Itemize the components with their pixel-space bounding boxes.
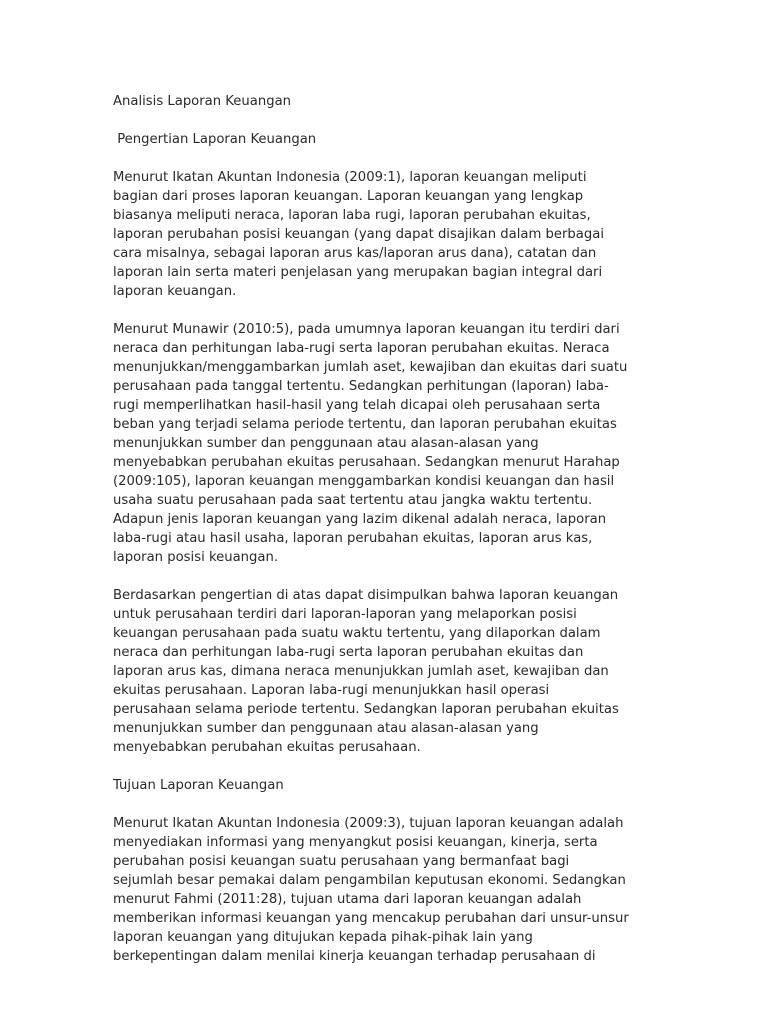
- paragraph-line: perusahaan selama periode tertentu. Sedangkan laporan perubahan ekuitas: [113, 702, 619, 717]
- paragraph-line: laporan keuangan.: [113, 284, 237, 299]
- paragraph-line: sejumlah besar pemakai dalam pengambilan keputusan ekonomi. Sedangkan: [113, 873, 626, 888]
- paragraph-line: Menurut Munawir (2010:5), pada umumnya laporan keuangan itu terdiri dari: [113, 322, 620, 337]
- section-heading-pengertian: Pengertian Laporan Keuangan: [113, 132, 317, 147]
- paragraph-4: [113, 814, 653, 966]
- paragraph-line: menurut Fahmi (2011:28), tujuan utama dari laporan keuangan adalah: [113, 892, 582, 907]
- paragraph-line: menunjukkan/menggambarkan jumlah aset, kewajiban dan ekuitas dari suatu: [113, 360, 628, 375]
- paragraph-line: Berdasarkan pengertian di atas dapat disimpulkan bahwa laporan keuangan: [113, 588, 619, 603]
- document-body: [113, 92, 653, 966]
- paragraph-line: untuk perusahaan terdiri dari laporan-laporan yang melaporkan posisi: [113, 607, 577, 622]
- paragraph-line: laporan posisi keuangan.: [113, 550, 279, 565]
- paragraph-line: laporan lain serta materi penjelasan yang merupakan bagian integral dari: [113, 265, 603, 280]
- section-heading-tujuan: Tujuan Laporan Keuangan: [113, 778, 284, 793]
- paragraph-line: laporan arus kas, dimana neraca menunjukkan jumlah aset, kewajiban dan: [113, 664, 609, 679]
- spacer: [113, 795, 653, 814]
- spacer: [113, 111, 653, 130]
- spacer: [113, 301, 653, 320]
- paragraph-line: menyediakan informasi yang menyangkut posisi keuangan, kinerja, serta: [113, 835, 598, 850]
- paragraph-line: bagian dari proses laporan keuangan. Laporan keuangan yang lengkap: [113, 189, 584, 204]
- paragraph-line: laporan perubahan posisi keuangan (yang dapat disajikan dalam berbagai: [113, 227, 605, 242]
- spacer: [113, 757, 653, 776]
- paragraph-1: [113, 168, 653, 301]
- paragraph-line: memberikan informasi keuangan yang mencakup perubahan dari unsur-unsur: [113, 911, 629, 926]
- spacer: [113, 149, 653, 168]
- paragraph-line: laporan keuangan yang ditujukan kepada pihak-pihak lain yang: [113, 930, 533, 945]
- paragraph-line: Adapun jenis laporan keuangan yang lazim dikenal adalah neraca, laporan: [113, 512, 607, 527]
- paragraph-line: menyebabkan perubahan ekuitas perusahaan. Sedangkan menurut Harahap: [113, 455, 620, 470]
- paragraph-line: neraca dan perhitungan laba-rugi serta laporan perubahan ekuitas. Neraca: [113, 341, 610, 356]
- paragraph-line: ekuitas perusahaan. Laporan laba-rugi menunjukkan hasil operasi: [113, 683, 550, 698]
- paragraph-line: beban yang terjadi selama periode tertentu, dan laporan perubahan ekuitas: [113, 417, 617, 432]
- paragraph-line: Menurut Ikatan Akuntan Indonesia (2009:3), tujuan laporan keuangan adalah: [113, 816, 624, 831]
- paragraph-line: cara misalnya, sebagai laporan arus kas/laporan arus dana), catatan dan: [113, 246, 597, 261]
- document-title: Analisis Laporan Keuangan: [113, 94, 292, 109]
- paragraph-line: menunjukkan sumber dan penggunaan atau alasan-alasan yang: [113, 721, 539, 736]
- paragraph-line: laba-rugi atau hasil usaha, laporan perubahan ekuitas, laporan arus kas,: [113, 531, 593, 546]
- paragraph-line: menyebabkan perubahan ekuitas perusahaan.: [113, 740, 421, 755]
- paragraph-line: (2009:105), laporan keuangan menggambarkan kondisi keuangan dan hasil: [113, 474, 615, 489]
- paragraph-line: rugi memperlihatkan hasil-hasil yang telah dicapai oleh perusahaan serta: [113, 398, 601, 413]
- paragraph-3: [113, 586, 653, 757]
- spacer: [113, 567, 653, 586]
- paragraph-line: biasanya meliputi neraca, laporan laba rugi, laporan perubahan ekuitas,: [113, 208, 591, 223]
- paragraph-line: perusahaan pada tanggal tertentu. Sedangkan perhitungan (laporan) laba-: [113, 379, 609, 394]
- paragraph-line: berkepentingan dalam menilai kinerja keuangan terhadap perusahaan di: [113, 949, 596, 964]
- paragraph-line: neraca dan perhitungan laba-rugi serta laporan perubahan ekuitas dan: [113, 645, 584, 660]
- paragraph-2: [113, 320, 653, 567]
- paragraph-line: menunjukkan sumber dan penggunaan atau alasan-alasan yang: [113, 436, 539, 451]
- paragraph-line: perubahan posisi keuangan suatu perusahaan yang bermanfaat bagi: [113, 854, 570, 869]
- paragraph-line: usaha suatu perusahaan pada saat tertentu atau jangka waktu tertentu.: [113, 493, 593, 508]
- paragraph-line: Menurut Ikatan Akuntan Indonesia (2009:1), laporan keuangan meliputi: [113, 170, 587, 185]
- paragraph-line: keuangan perusahaan pada suatu waktu tertentu, yang dilaporkan dalam: [113, 626, 601, 641]
